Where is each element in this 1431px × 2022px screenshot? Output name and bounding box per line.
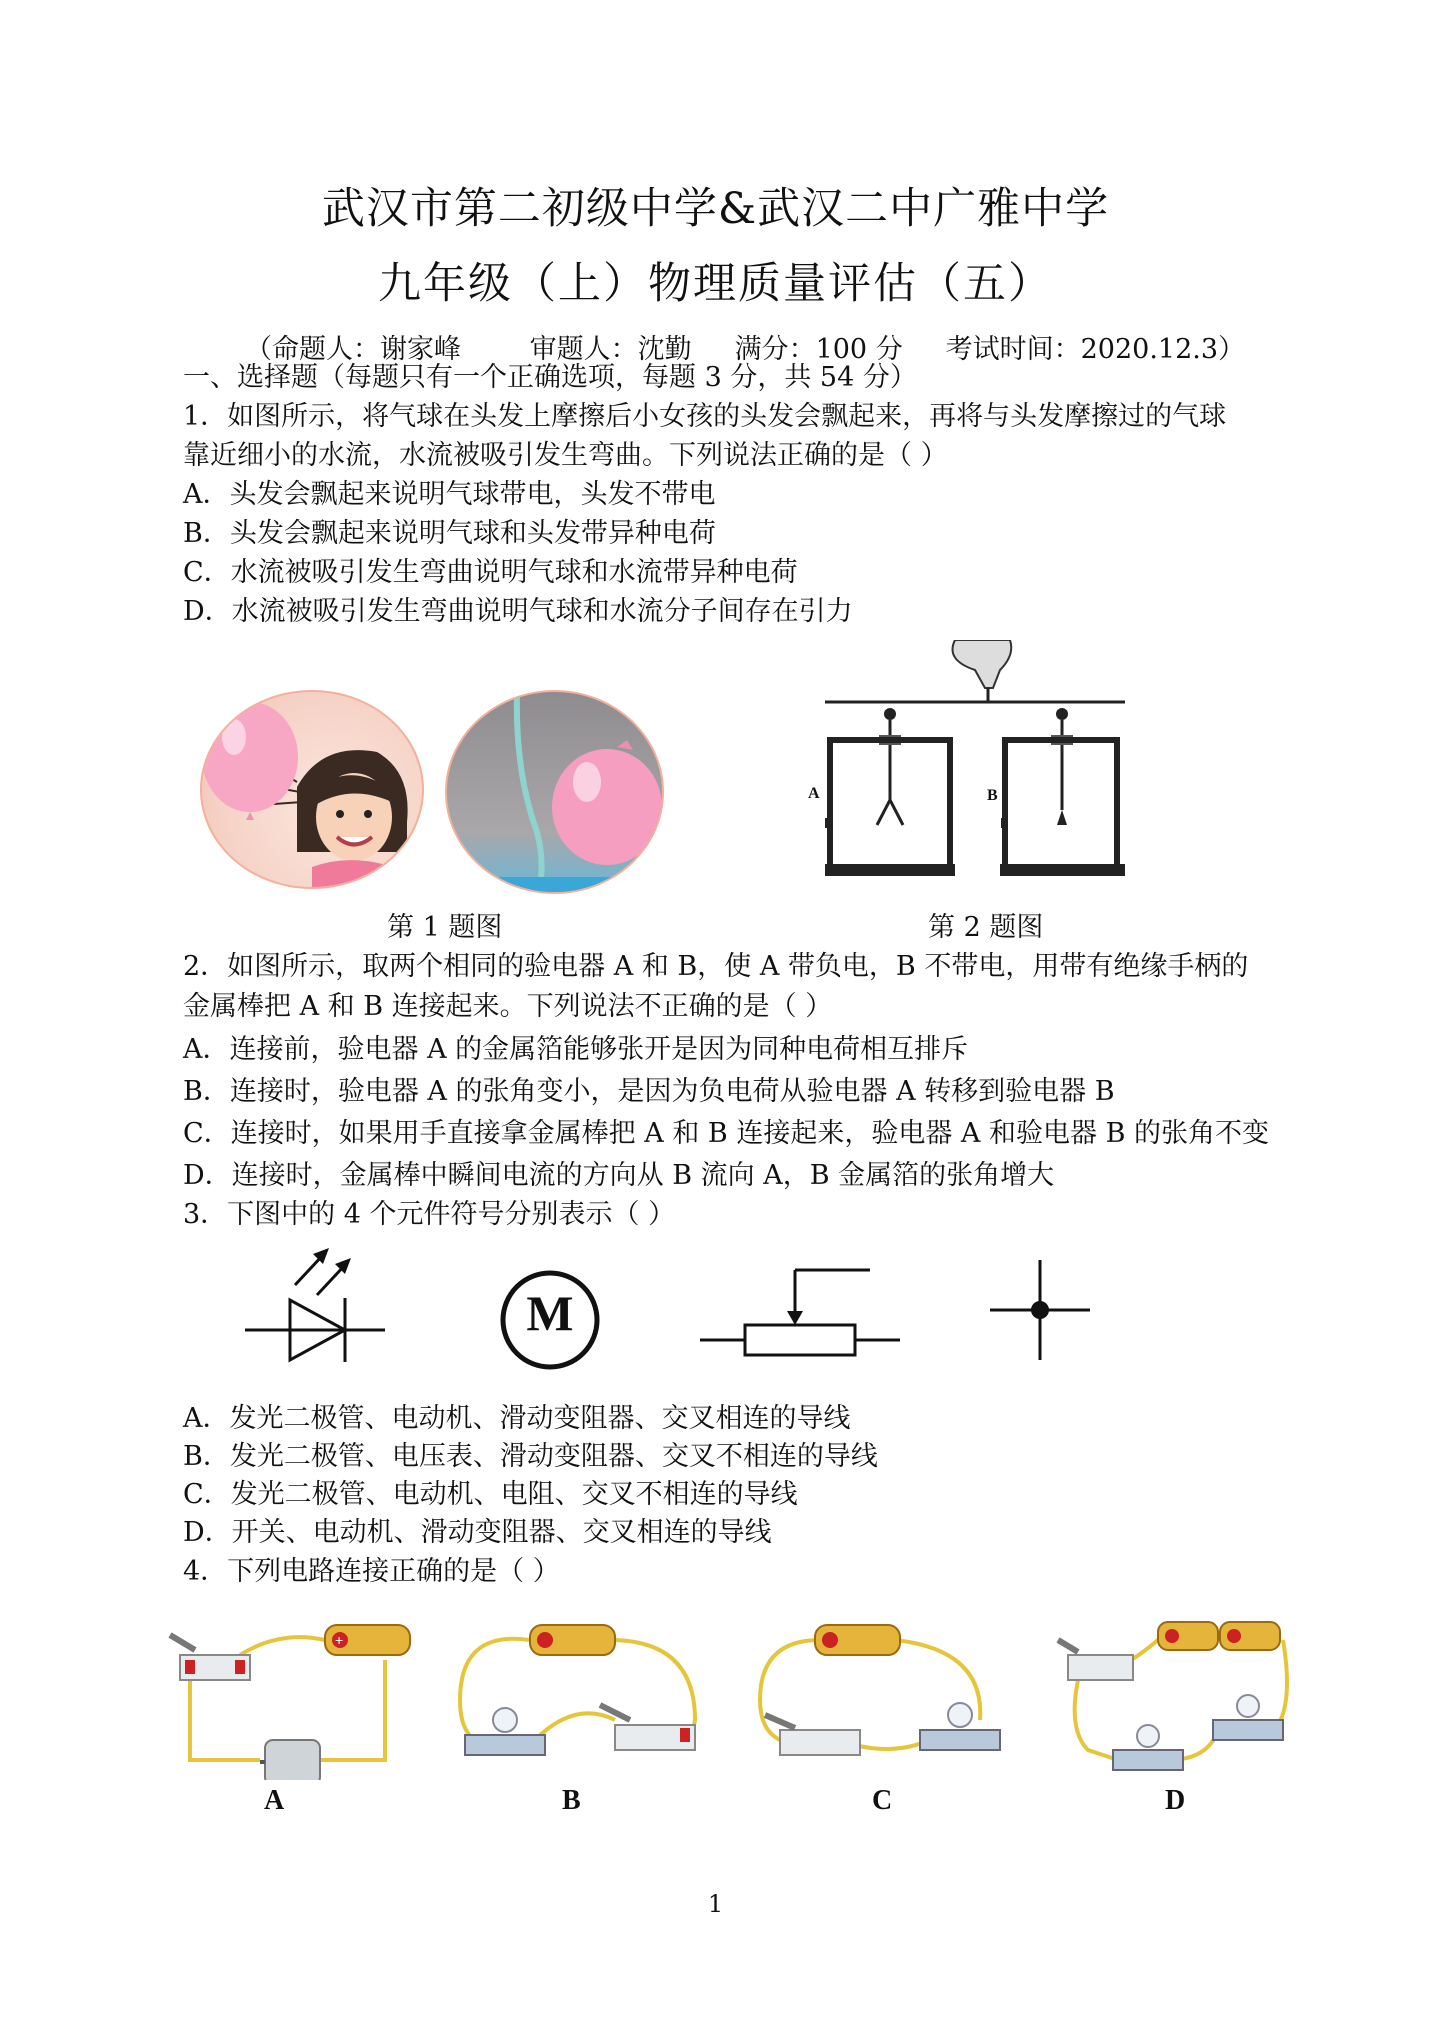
q1-option-a: A．头发会飘起来说明气球带电，头发不带电 — [183, 479, 716, 510]
q1-stem-line1: 1．如图所示，将气球在头发上摩擦后小女孩的头发会飘起来，再将与头发摩擦过的气球 — [183, 401, 1227, 432]
q1-option-b: B．头发会飘起来说明气球和头发带异种电荷 — [183, 518, 716, 549]
girl-balloon-illustration — [202, 692, 422, 887]
circuit-a-label: A — [264, 1785, 285, 1816]
q1-option-d: D．水流被吸引发生弯曲说明气球和水流分子间存在引力 — [183, 596, 853, 627]
exam-meta: （命题人：谢家峰 审题人：沈勤 满分：100 分 考试时间：2020.12.3） — [245, 334, 1246, 365]
rheostat-symbol-icon — [700, 1265, 900, 1375]
q2-option-c: C．连接时，如果用手直接拿金属棒把 A 和 B 连接起来，验电器 A 和验电器 B 的张角不变 — [183, 1118, 1269, 1149]
q1-option-c: C．水流被吸引发生弯曲说明气球和水流带异种电荷 — [183, 557, 798, 588]
q1-figure-water-photo — [445, 690, 664, 894]
q2-option-d: D．连接时，金属棒中瞬间电流的方向从 B 流向 A，B 金属箔的张角增大 — [183, 1160, 1055, 1191]
q3-option-c: C．发光二极管、电动机、电阻、交叉不相连的导线 — [183, 1479, 798, 1510]
circuit-c-label: C — [872, 1785, 893, 1816]
electroscope-b-label: B — [987, 787, 998, 804]
q3-option-b: B．发光二极管、电压表、滑动变阻器、交叉不相连的导线 — [183, 1441, 878, 1472]
circuit-d-label: D — [1165, 1785, 1186, 1816]
circuit-b-illustration — [445, 1610, 710, 1780]
q4-stem: 4．下列电路连接正确的是（ ） — [183, 1556, 560, 1587]
led-symbol-icon — [245, 1240, 395, 1380]
q2-option-b: B．连接时，验电器 A 的张角变小，是因为负电荷从验电器 A 转移到验电器 B — [183, 1076, 1115, 1107]
circuit-c-illustration — [755, 1610, 1005, 1780]
q2-stem-line1: 2．如图所示，取两个相同的验电器 A 和 B，使 A 带负电，B 不带电，用带有绝缘手柄的 — [183, 951, 1249, 982]
page-number: 1 — [707, 1890, 724, 1918]
q2-stem-line2: 金属棒把 A 和 B 连接起来。下列说法不正确的是（ ） — [183, 991, 833, 1022]
q2-figure-electroscopes — [825, 640, 1150, 880]
section-heading: 一、选择题（每题只有一个正确选项，每题 3 分，共 54 分） — [183, 362, 917, 393]
circuit-b-label: B — [562, 1785, 581, 1816]
q2-figure-caption: 第 2 题图 — [928, 912, 1044, 943]
circuit-a-illustration — [160, 1610, 430, 1780]
q2-option-a: A．连接前，验电器 A 的金属箔能够张开是因为同种电荷相互排斥 — [183, 1034, 969, 1065]
exam-title-line2: 九年级（上）物理质量评估（五） — [378, 259, 1053, 309]
circuit-d-illustration — [1048, 1610, 1298, 1780]
q1-figure-girl-photo — [200, 690, 424, 889]
connected-wire-junction-icon — [990, 1260, 1100, 1370]
q3-stem: 3．下图中的 4 个元件符号分别表示（ ） — [183, 1199, 676, 1230]
exam-title-line1: 武汉市第二初级中学&武汉二中广雅中学 — [321, 184, 1110, 234]
q3-option-a: A．发光二极管、电动机、滑动变阻器、交叉相连的导线 — [183, 1403, 851, 1434]
electroscope-a-label: A — [808, 785, 820, 802]
motor-symbol-letter: M — [526, 1285, 574, 1341]
svg-text:+: + — [335, 1632, 344, 1648]
balloon-water-illustration — [447, 692, 662, 892]
q1-figure-caption: 第 1 题图 — [387, 912, 503, 943]
q1-stem-line2: 靠近细小的水流，水流被吸引发生弯曲。下列说法正确的是（ ） — [183, 440, 948, 471]
q3-option-d: D．开关、电动机、滑动变阻器、交叉相连的导线 — [183, 1517, 772, 1548]
